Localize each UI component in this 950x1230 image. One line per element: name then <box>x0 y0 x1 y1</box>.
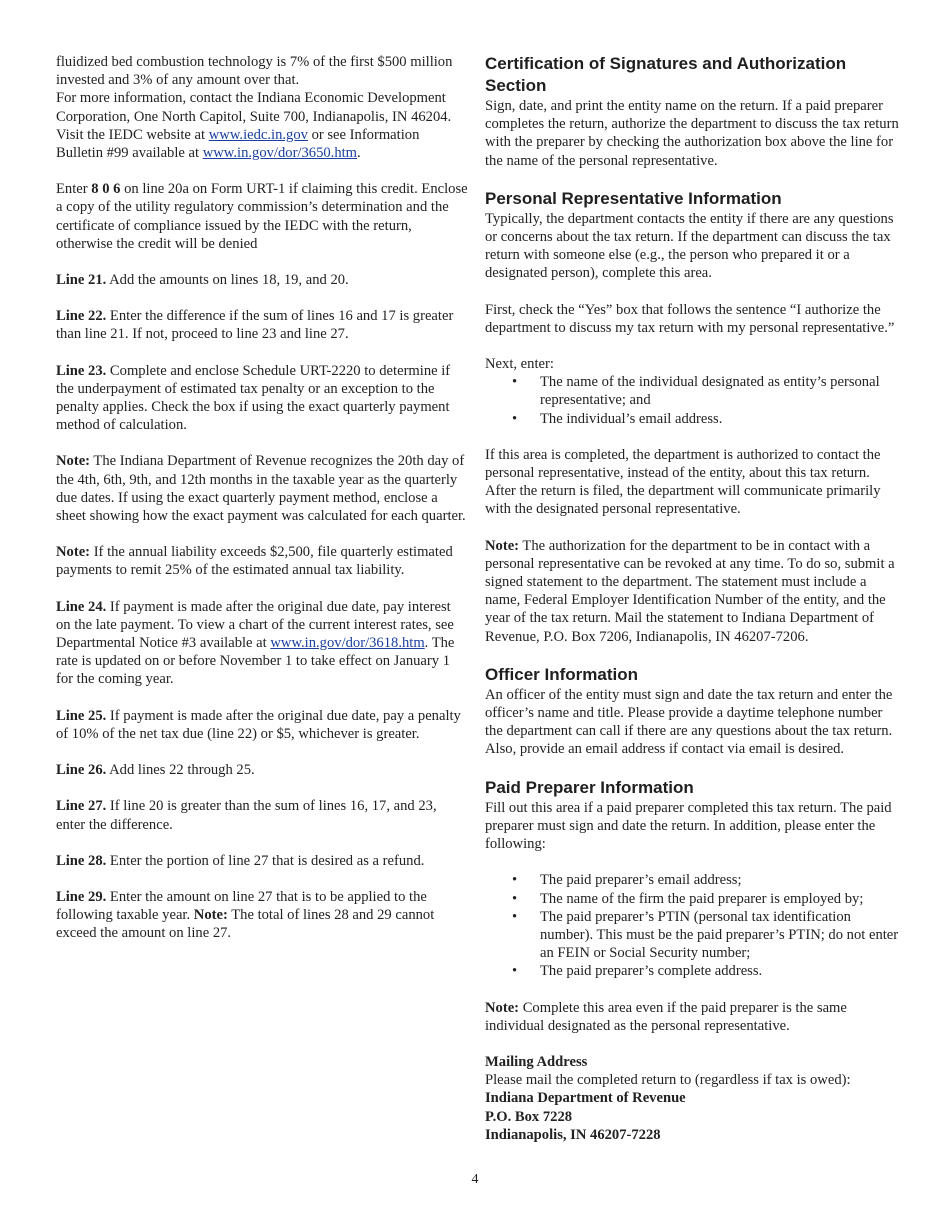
prep-paragraph-1: Typically, the department contacts the entity if there are any questions or concerns about the tax return. If the department can discuss the tax return with someone else (e.g., the person who prepared it or a designated person), complete this area. <box>485 210 894 282</box>
notice-3-link[interactable]: www.in.gov/dor/3618.htm <box>270 635 425 652</box>
right-column <box>485 53 901 1144</box>
prep-paragraph-4: If this area is completed, the department is authorized to contact the personal representative, instead of the entity, about this tax return. After the return is filed, the department will communicate primarily with the designated personal representative. <box>485 446 881 518</box>
mailing-address-text: Please mail the completed return to (regardless if tax is owed): <box>485 1072 851 1089</box>
mailing-address-section <box>485 1053 901 1144</box>
paid-preparer-bullet-list <box>485 871 901 980</box>
bulletin-99-link[interactable]: www.in.gov/dor/3650.htm <box>202 145 358 162</box>
paid-preparer-section <box>485 777 901 1035</box>
line-23-instruction: Line 23. Complete and enclose Schedule URT-2220 to determine if the underpayment of estimated tax penalty or an exception to the penalty applies. Check the box if using the exact quarterly payment method of calculation. <box>56 362 451 434</box>
list-item: • The name of the firm the paid preparer is employed by; <box>485 890 901 908</box>
mailing-address-heading: Mailing Address <box>485 1053 588 1070</box>
line-21-instruction: Line 21. Add the amounts on lines 18, 19, and 20. <box>56 272 349 289</box>
paid-preparer-heading: Paid Preparer Information <box>485 777 694 797</box>
iedc-link[interactable]: www.iedc.in.gov <box>208 126 308 143</box>
line-25-instruction: Line 25. If payment is made after the original due date, pay a penalty of 10% of the net tax due (line 22) or $5, whichever is greater. <box>56 707 461 742</box>
mailing-address-line-1: Indiana Department of Revenue <box>485 1090 686 1107</box>
mailing-address-line-3: Indianapolis, IN 46207-7228 <box>485 1126 661 1143</box>
list-item: • The name of the individual designated as entity’s personal representative; and <box>485 373 901 409</box>
certification-heading: Certification of Signatures and Authorization Section <box>485 54 847 95</box>
line-27-instruction: Line 27. If line 20 is greater than the sum of lines 16, 17, and 23, enter the difference. <box>56 798 437 833</box>
page-number: 4 <box>471 1172 479 1187</box>
note-annual-liability: Note: If the annual liability exceeds $2,500, file quarterly estimated payments to remit 25% of the estimated annual tax liability. <box>56 544 453 579</box>
paid-preparer-text: Fill out this area if a paid preparer completed this tax return. The paid preparer must sign and date the return. In addition, please enter the following: <box>485 799 892 853</box>
officer-text: An officer of the entity must sign and date the tax return and enter the officer’s name and title. Please provide a daytime telephone number the department can call if there are any questions about the tax return. Also, provide an email address if contact via email is desired. <box>485 686 893 758</box>
line-24-instruction: Line 24. If payment is made after the original due date, pay interest on the late payment. To view a chart of the current interest rates, see Departmental Notice #3 available at www.in.gov/dor/3618.htm. The rate is updated on or before November 1 to take effect on January 1 for the coming year. <box>56 598 455 688</box>
certification-section <box>485 53 901 170</box>
line-29-instruction: Line 29. Enter the amount on line 27 that is to be applied to the following taxable year. Note: The total of lines 28 and 29 cannot exceed the amount on line 27. <box>56 888 435 942</box>
paragraph-credit-info: fluidized bed combustion technology is 7% of the first $500 million invested and 3% of any amount over that. For more information, contact the Indiana Economic Development Corporation, One North Capitol, Suite 700, Indianapolis, IN 46204. Visit the IEDC website at www.iedc.in.gov or see Information Bulletin #99 available at www.in.gov/dor/3650.htm. <box>56 54 453 162</box>
line-22-instruction: Line 22. Enter the difference if the sum of lines 16 and 17 is greater than line 21. If not, proceed to line 23 and line 27. <box>56 308 454 343</box>
line-28-instruction: Line 28. Enter the portion of line 27 that is desired as a refund. <box>56 852 425 869</box>
note-quarterly-due-dates: Note: The Indiana Department of Revenue recognizes the 20th day of the 4th, 6th, 9th, and 12th months in the taxable year as the quarterly due dates. If using the exact quarterly payment method, enclose a sheet showing how the exact payment was calculated for each quarter. <box>56 453 466 525</box>
paragraph-credit-code: Enter 8 0 6 on line 20a on Form URT-1 if claiming this credit. Enclose a copy of the utility regulatory commission’s determination and the certificate of compliance issued by the IEDC with the return, otherwise the credit will be denied <box>56 181 468 252</box>
officer-heading: Officer Information <box>485 664 639 684</box>
list-item: • The individual’s email address. <box>485 410 901 428</box>
personal-representative-section <box>485 188 901 646</box>
mailing-address-line-2: P.O. Box 7228 <box>485 1108 573 1125</box>
list-item: • The paid preparer’s email address; <box>485 871 901 889</box>
paid-preparer-note: Note: Complete this area even if the paid preparer is the same individual designated as the personal representative. <box>485 999 847 1034</box>
prep-paragraph-3: Next, enter: <box>485 356 554 373</box>
prep-bullet-list <box>485 373 901 428</box>
line-26-instruction: Line 26. Add lines 22 through 25. <box>56 762 255 779</box>
left-column <box>56 53 468 961</box>
list-item: • The paid preparer’s complete address. <box>485 962 901 980</box>
personal-representative-heading: Personal Representative Information <box>485 188 782 208</box>
list-item: • The paid preparer’s PTIN (personal tax identification number). This must be the paid preparer’s PTIN; do not enter an FEIN or Social Security number; <box>485 908 901 963</box>
officer-section <box>485 664 901 759</box>
certification-text: Sign, date, and print the entity name on the return. If a paid preparer completes the return, authorize the department to discuss the tax return with the preparer by checking the authorization box above the line for the name of the personal representative. <box>485 98 899 169</box>
prep-paragraph-2: First, check the “Yes” box that follows the sentence “I authorize the department to discuss my tax return with my personal representative.” <box>485 301 895 336</box>
prep-note: Note: The authorization for the department to be in contact with a personal representative can be revoked at any time. To do so, submit a signed statement to the department. The statement must include a name, Federal Employer Identification Number of the entity, and the year of the tax return. Mail the statement to Indiana Department of Revenue, P.O. Box 7206, Indianapolis, IN 46207-7206. <box>485 537 895 645</box>
